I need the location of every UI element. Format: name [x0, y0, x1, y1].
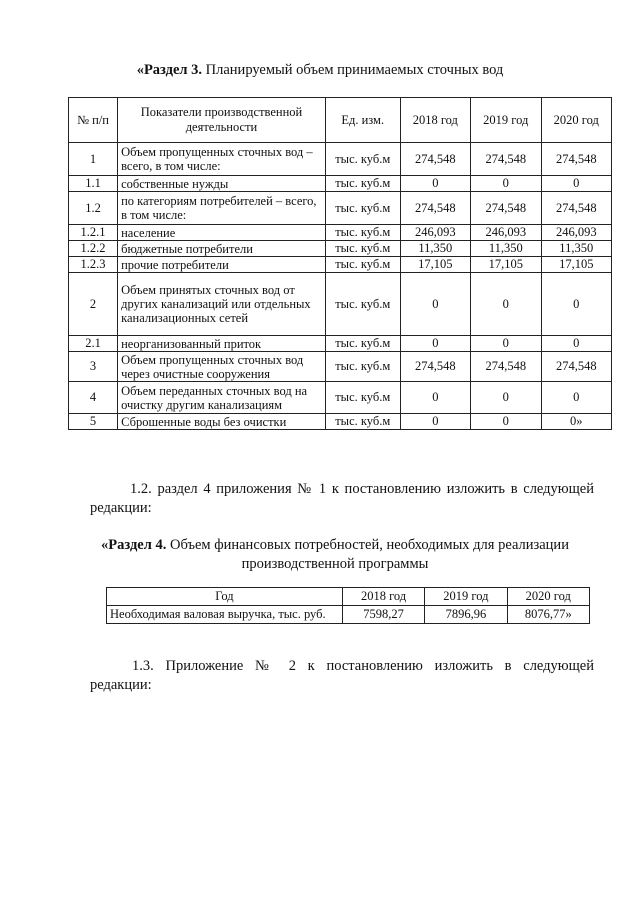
row-unit: тыс. куб.м [325, 143, 400, 176]
row-unit: тыс. куб.м [325, 176, 400, 192]
cell-2019: 11,350 [471, 241, 541, 257]
cell-2018: 274,548 [400, 352, 470, 382]
row-unit: тыс. куб.м [325, 225, 400, 241]
table-row [69, 225, 612, 241]
cell-2020: 0 [541, 336, 612, 352]
cell-2018: 274,548 [400, 192, 470, 225]
table-row [69, 143, 612, 176]
cell-2018: 0 [400, 382, 470, 414]
section-3-heading: Планируемый объем принимаемых сточных вод [205, 62, 504, 78]
row-unit: тыс. куб.м [325, 336, 400, 352]
row-number: 4 [69, 382, 118, 414]
paragraph-1-2 [90, 480, 594, 518]
cell-2020: 274,548 [541, 192, 612, 225]
row-indicator: неорганизованный приток [118, 336, 326, 352]
row-number: 3 [69, 352, 118, 382]
table-row [69, 257, 612, 273]
cell-2019: 246,093 [471, 225, 541, 241]
cell-2020: 246,093 [541, 225, 612, 241]
cell-2020: 0 [541, 176, 612, 192]
cell-2018: 11,350 [400, 241, 470, 257]
col-header-indicator: Показатели производственной деятельности [118, 98, 326, 143]
row-number: 1.2.2 [69, 241, 118, 257]
row-number: 1.2.3 [69, 257, 118, 273]
row-number: 1.2.1 [69, 225, 118, 241]
table-row [69, 241, 612, 257]
cell-2018: 0 [400, 414, 470, 430]
table-row [69, 382, 612, 414]
table-row [107, 606, 590, 624]
paragraph-1-2-line2: редакции: [90, 500, 152, 516]
table-row [69, 352, 612, 382]
paragraph-1-3 [90, 657, 594, 695]
col-header-2018: 2018 год [400, 98, 470, 143]
row-unit: тыс. куб.м [325, 382, 400, 414]
col-header-2020: 2020 год [541, 98, 612, 143]
paragraph-1-3-line1: 1.3. Приложение № 2 к постановлению изложить в следующей [132, 658, 594, 674]
paragraph-1-2-line1: 1.2. раздел 4 приложения № 1 к постановлению изложить в следующей [130, 481, 594, 497]
row-number: 1.2 [69, 192, 118, 225]
cell-2020: 0 [541, 273, 612, 336]
cell-2020: 0 [541, 382, 612, 414]
cell-2018: 0 [400, 273, 470, 336]
section-3-title [0, 62, 640, 79]
table-header-row [107, 588, 590, 606]
row-indicator: Объем пропущенных сточных вод – всего, в том числе: [118, 143, 326, 176]
row-label: Необходимая валовая выручка, тыс. руб. [107, 606, 343, 624]
row-unit: тыс. куб.м [325, 241, 400, 257]
col-header-number: № п/п [69, 98, 118, 143]
cell-2020: 8076,77» [507, 606, 589, 624]
row-indicator: собственные нужды [118, 176, 326, 192]
col-header-year: Год [107, 588, 343, 606]
cell-2019: 274,548 [471, 352, 541, 382]
col-header-2019: 2019 год [471, 98, 541, 143]
cell-2020: 17,105 [541, 257, 612, 273]
cell-2020: 0» [541, 414, 612, 430]
cell-2019: 17,105 [471, 257, 541, 273]
row-number: 2 [69, 273, 118, 336]
cell-2020: 274,548 [541, 143, 612, 176]
cell-2019: 7896,96 [425, 606, 507, 624]
row-indicator: прочие потребители [118, 257, 326, 273]
table-row [69, 414, 612, 430]
row-indicator: бюджетные потребители [118, 241, 326, 257]
cell-2018: 274,548 [400, 143, 470, 176]
row-unit: тыс. куб.м [325, 352, 400, 382]
row-indicator: по категориям потребителей – всего, в том числе: [118, 192, 326, 225]
section-4-heading: Объем финансовых потребностей, необходимых для реализации производственной программы [169, 537, 569, 572]
financial-needs-table [106, 587, 590, 624]
col-header-unit: Ед. изм. [325, 98, 400, 143]
cell-2018: 0 [400, 336, 470, 352]
row-unit: тыс. куб.м [325, 192, 400, 225]
cell-2018: 7598,27 [342, 606, 424, 624]
row-unit: тыс. куб.м [325, 273, 400, 336]
row-unit: тыс. куб.м [325, 257, 400, 273]
row-indicator: Объем пропущенных сточных вод через очистные сооружения [118, 352, 326, 382]
cell-2020: 274,548 [541, 352, 612, 382]
row-indicator: население [118, 225, 326, 241]
cell-2018: 246,093 [400, 225, 470, 241]
row-number: 1 [69, 143, 118, 176]
cell-2018: 17,105 [400, 257, 470, 273]
cell-2019: 0 [471, 273, 541, 336]
table-header-row [69, 98, 612, 143]
row-indicator: Сброшенные воды без очистки [118, 414, 326, 430]
table-row [69, 192, 612, 225]
table-row [69, 273, 612, 336]
cell-2019: 0 [471, 382, 541, 414]
cell-2019: 274,548 [471, 143, 541, 176]
section-4-title [80, 536, 590, 574]
col-header-2020: 2020 год [507, 588, 589, 606]
paragraph-1-3-line2: редакции: [90, 677, 152, 693]
cell-2018: 0 [400, 176, 470, 192]
row-indicator: Объем принятых сточных вод от других канализаций или отдельных канализационных сетей [118, 273, 326, 336]
col-header-2019: 2019 год [425, 588, 507, 606]
cell-2019: 0 [471, 176, 541, 192]
cell-2019: 0 [471, 414, 541, 430]
col-header-2018: 2018 год [342, 588, 424, 606]
section-4-prefix: «Раздел 4. [101, 537, 167, 553]
table-row [69, 176, 612, 192]
row-indicator: Объем переданных сточных вод на очистку другим канализациям [118, 382, 326, 414]
section-3-prefix: «Раздел 3. [136, 62, 203, 78]
cell-2019: 274,548 [471, 192, 541, 225]
row-number: 2.1 [69, 336, 118, 352]
cell-2019: 0 [471, 336, 541, 352]
row-number: 1.1 [69, 176, 118, 192]
cell-2020: 11,350 [541, 241, 612, 257]
wastewater-volume-table [68, 97, 612, 430]
table-row [69, 336, 612, 352]
row-number: 5 [69, 414, 118, 430]
row-unit: тыс. куб.м [325, 414, 400, 430]
